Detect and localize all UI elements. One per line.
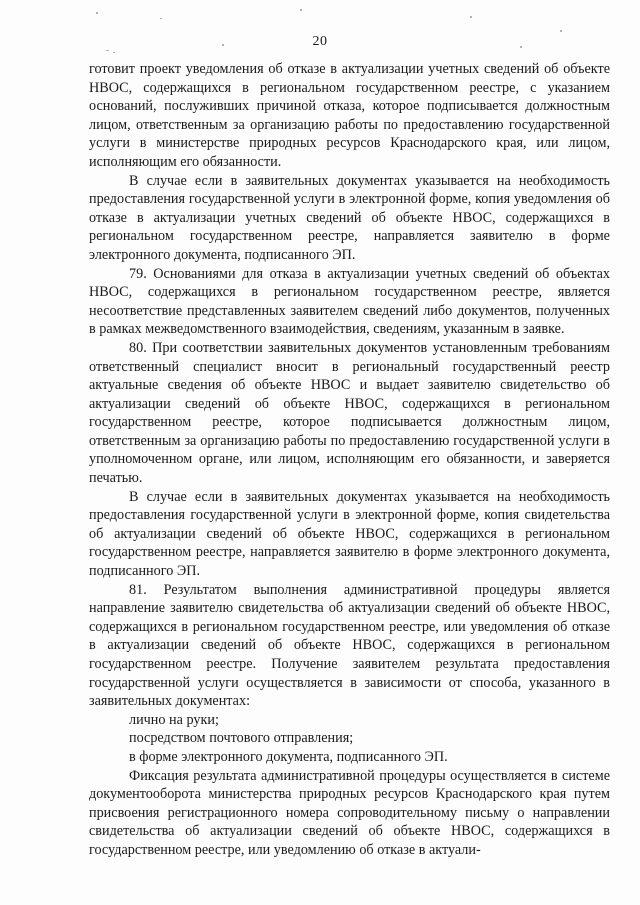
scan-speck <box>160 18 162 19</box>
scan-speck <box>96 12 98 14</box>
list-item-electronic: в форме электронного документа, подписанного ЭП. <box>129 748 448 765</box>
list-item-by-mail: посредством почтового отправления; <box>129 730 354 747</box>
document-body <box>89 60 610 860</box>
paragraph-79: 79. Основаниями для отказа в актуализации учетных сведений об объектах НВОС, содержащихся в региональном государственном реестре, является несоответствие представленных заявителем сведений либо документов, полученных в рамках межведомственного взаимодействия, сведениям, указанным в заявке. <box>89 265 610 338</box>
scan-speck <box>106 50 109 51</box>
list-item-in-person: лично на руки; <box>129 711 219 728</box>
page-number: 20 <box>312 34 328 49</box>
paragraph-electronic-notice: В случае если в заявительных документах указывается на необходимость предоставления государственной услуги в электронной форме, копия уведомления об отказе в актуализации учетных сведений об объекте НВОС, содержащихся в региональном государственном реестре, направляется заявителю в форме электронного документа, подписанного ЭП. <box>89 172 610 263</box>
paragraph-electronic-certificate: В случае если в заявительных документах указывается на необходимость предоставления государственной услуги в электронной форме, копия свидетельства об актуализации сведений об объекте НВОС, содержащихся в региональном государственном реестре, направляется заявителю в форме электронного документа, подписанного ЭП. <box>89 488 610 580</box>
scan-speck <box>560 30 562 32</box>
paragraph-81: 81. Результатом выполнения административной процедуры является направление заявителю свидетельства об актуализации сведений об объекте НВОС, содержащихся в региональном государственном реестре, или уведомления об отказе в актуализации сведений об объекте НВОС, содержащихся в региональном государственном реестре. Получение заявителем результата предоставления государственной услуги осуществляется в зависимости от способа, указанного в заявительных документах: <box>89 581 610 710</box>
scan-speck <box>300 9 302 11</box>
paragraph-continuation: готовит проект уведомления об отказе в актуализации учетных сведений об объекте НВОС, содержащихся в региональном государственном реестре, с указанием оснований, послуживших причиной отказа, которое подписывается должностным лицом, ответственным за организацию работы по предоставлению государственной услуги в министерстве природных ресурсов Краснодарского края, или лицом, исполняющим его обязанности. <box>89 61 610 170</box>
scan-speck <box>113 52 115 53</box>
paragraph-registration: Фиксация результата административной процедуры осуществляется в системе документооборота министерства природных ресурсов Краснодарского края путем присвоения регистрационного номера сопроводительному письму о направлении свидетельства об актуализации сведений об объекте НВОС, содержащихся в государственном реестре, или уведомлению об отказе в актуали- <box>89 767 610 858</box>
scan-speck <box>470 16 472 18</box>
paragraph-80: 80. При соответствии заявительных документов установленным требованиям ответственный специалист вносит в региональный государственный реестр актуальные сведения об объекте НВОС и выдает заявителю свидетельство об актуализации сведений об объекте НВОС, содержащихся в региональном государственном реестре, которое подписывается должностным лицом, ответственным за организацию работы по предоставлению государственной услуги в уполномоченном органе, или лицом, исполняющим его обязанности, и заверяется печатью. <box>89 339 610 487</box>
